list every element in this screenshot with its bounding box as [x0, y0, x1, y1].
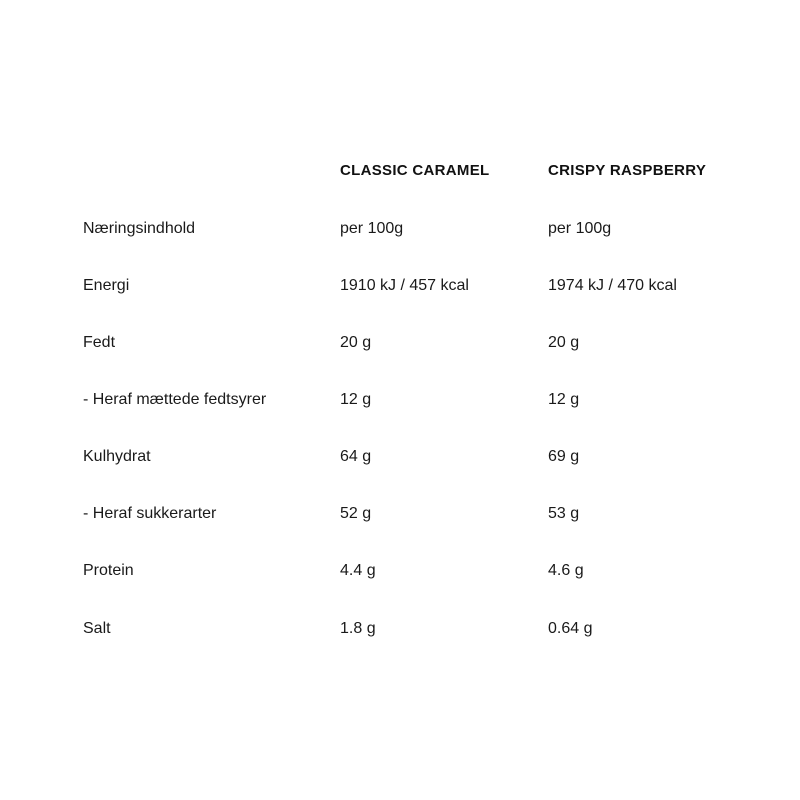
cell-classic-caramel: 20 g: [340, 334, 372, 351]
cell-crispy-raspberry: 12 g: [548, 391, 580, 408]
row-label-fedt: Fedt: [83, 334, 116, 351]
cell-classic-caramel: 1910 kJ / 457 kcal: [340, 277, 469, 294]
row-label-salt: Salt: [83, 620, 111, 637]
cell-crispy-raspberry: 53 g: [548, 505, 580, 522]
cell-crispy-raspberry: 0.64 g: [548, 620, 593, 637]
row-label-protein: Protein: [83, 562, 134, 579]
column-header-crispy-raspberry: CRISPY RASPBERRY: [548, 162, 707, 179]
row-label-energi: Energi: [83, 277, 130, 294]
cell-crispy-raspberry: 69 g: [548, 448, 580, 465]
cell-classic-caramel: 64 g: [340, 448, 372, 465]
row-label-sukkerarter: - Heraf sukkerarter: [83, 505, 217, 522]
cell-classic-caramel: 12 g: [340, 391, 372, 408]
cell-crispy-raspberry: 4.6 g: [548, 562, 584, 579]
row-label-maettede-fedtsyrer: - Heraf mættede fedtsyrer: [83, 391, 267, 408]
cell-crispy-raspberry: per 100g: [548, 220, 612, 237]
cell-classic-caramel: 4.4 g: [340, 562, 376, 579]
row-label-kulhydrat: Kulhydrat: [83, 448, 151, 465]
column-header-classic-caramel: CLASSIC CARAMEL: [340, 162, 490, 179]
cell-classic-caramel: 1.8 g: [340, 620, 376, 637]
row-label-naeringsindhold: Næringsindhold: [83, 220, 196, 237]
cell-crispy-raspberry: 1974 kJ / 470 kcal: [548, 277, 677, 294]
cell-classic-caramel: per 100g: [340, 220, 404, 237]
cell-classic-caramel: 52 g: [340, 505, 372, 522]
cell-crispy-raspberry: 20 g: [548, 334, 580, 351]
